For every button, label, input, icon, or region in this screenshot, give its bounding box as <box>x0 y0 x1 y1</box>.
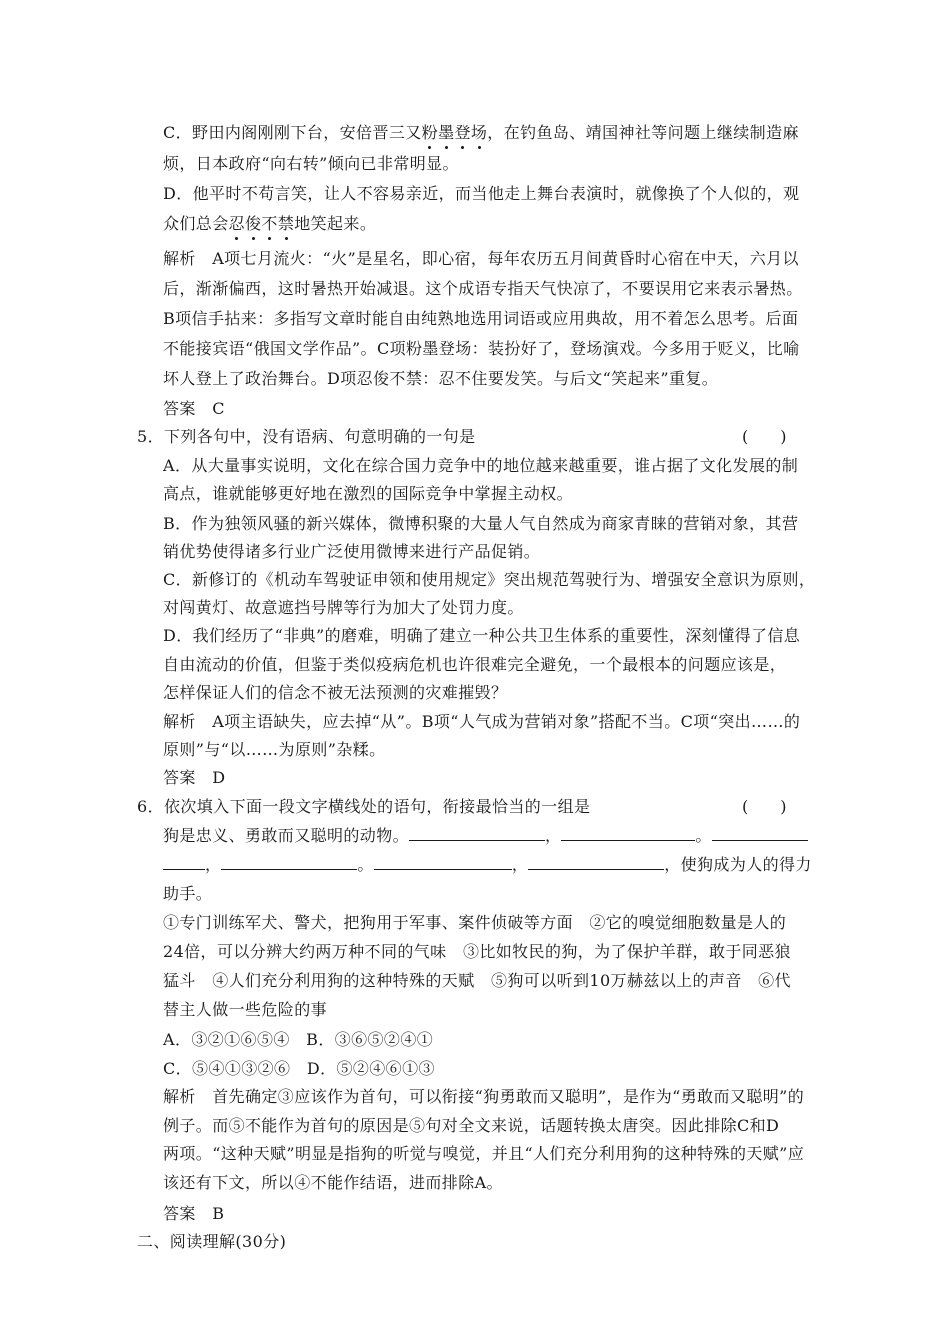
emphasis-char: 粉 <box>421 123 439 142</box>
q6-options-line3: 猛斗 ④人们充分利用狗的这种特殊的天赋 ⑤狗可以听到10万赫兹以上的声音 ⑥代 <box>163 971 791 990</box>
q4-analysis-line1: 解析 A项七月流火：“火”是星名，即心宿，每年农历五月间黄昏时心宿在中天，六月以 <box>163 249 799 268</box>
q5-analysis-line1: 解析 A项主语缺失，应去掉“从”。B项“人气成为营销对象”搭配不当。C项“突出……的 <box>163 712 801 731</box>
emphasis-char: 墨 <box>438 123 455 142</box>
q4-emphasis-fenmodengchang <box>422 123 488 142</box>
q6-passage-line2: ， 。 ， ，使狗成为人的得力 <box>163 855 812 875</box>
q6-analysis-line4: 该还有下文，所以④不能作结语，进而排除A。 <box>163 1173 503 1192</box>
q6-passage-line3: 助手。 <box>163 884 213 903</box>
q5-line1: A．从大量事实说明，文化在综合国力竞争中的地位越来越重要，谁占据了文化发展的制 <box>163 456 799 475</box>
q5-line7: D．我们经历了“非典”的磨难，明确了建立一种公共卫生体系的重要性，深刻懂得了信息 <box>163 626 801 645</box>
emphasis-char: 忍 <box>228 214 246 233</box>
q5-line9: 怎样保证人们的信念不被无法预测的灾难摧毁？ <box>163 683 508 702</box>
emphasis-char: 场 <box>470 123 488 142</box>
q5-analysis-line2: 原则”与“以……为原则”杂糅。 <box>163 740 386 759</box>
q5-answer-paren: ( ) <box>742 427 787 446</box>
q5-answer: 答案 D <box>163 768 226 787</box>
q5-line6: 对闯黄灯、故意遮挡号牌等行为加大了处罚力度。 <box>163 598 524 617</box>
fill-blank-1[interactable] <box>409 826 545 841</box>
emphasis-char: 登 <box>454 123 471 142</box>
q4-analysis-line4: 不能接宾语“俄国文学作品”。C项粉墨登场：装扮好了，登场演戏。今多用于贬义，比喻 <box>163 339 800 358</box>
fill-blank-3b[interactable] <box>163 855 205 870</box>
q6-analysis-line3: 两项。“这种天赋”明显是指狗的听觉与嗅觉，并且“人们充分利用狗的这种特殊的天赋”应 <box>163 1144 805 1163</box>
q6-options-line4: 替主人做一些危险的事 <box>163 1000 328 1019</box>
q4-emphasis-renjunbujin <box>229 214 295 233</box>
fill-blank-4[interactable] <box>221 855 357 870</box>
q6-choices-cd: C．⑤④①③②⑥ D．⑤②④⑥①③ <box>163 1059 435 1078</box>
emphasis-char: 禁 <box>277 214 295 233</box>
q5-stem: 5．下列各句中，没有语病、句意明确的一句是 <box>137 427 476 446</box>
q6-choices-ab: A．③②①⑥⑤④ B．③⑥⑤②④① <box>163 1030 434 1049</box>
q4-analysis-line2: 后，渐渐偏西，这时暑热开始减退。这个成语专指天气快凉了，不要误用它来表示暑热。 <box>163 279 803 298</box>
q6-options-line1: ①专门训练军犬、警犬，把狗用于军事、案件侦破等方面 ②它的嗅觉细胞数量是人的 <box>163 913 787 932</box>
emphasis-char: 不 <box>261 214 278 233</box>
q4-analysis-line5: 坏人登上了政治舞台。D项忍俊不禁：忍不住要发笑。与后文“笑起来”重复。 <box>163 369 719 388</box>
q5-line4: 销优势使得诸多行业广泛使用微博来进行产品促销。 <box>163 542 541 561</box>
fill-blank-6[interactable] <box>528 855 664 870</box>
q6-answer: 答案 B <box>163 1204 225 1223</box>
q6-answer-paren: ( ) <box>742 797 787 816</box>
section-heading-reading: 二、阅读理解(30分) <box>137 1232 287 1251</box>
q5-line3: B．作为独领风骚的新兴媒体，微博积聚的大量人气自然成为商家青睐的营销对象，其营 <box>163 514 799 533</box>
fill-blank-3a[interactable] <box>712 826 808 841</box>
q5-line2: 高点，谁就能够更好地在激烈的国际竞争中掌握主动权。 <box>163 484 574 503</box>
q6-stem: 6．依次填入下面一段文字横线处的语句，衔接最恰当的一组是 <box>137 797 591 816</box>
q4-option-c-line1: C．野田内阁刚刚下台，安倍晋三又粉墨登场，在钓鱼岛、靖国神社等问题上继续制造麻 <box>163 123 799 142</box>
q4-option-c-line2: 烦，日本政府“向右转”倾向已非常明显。 <box>163 154 459 173</box>
fill-blank-2[interactable] <box>561 826 695 841</box>
q4-option-d-line2: 众们总会忍俊不禁地笑起来。 <box>163 214 377 233</box>
q6-passage-line1: 狗是忠义、勇敢而又聪明的动物。 ， 。 <box>163 826 808 846</box>
fill-blank-5[interactable] <box>374 855 512 870</box>
q4-option-d-line1: D．他平时不苟言笑，让人不容易亲近，而当他走上舞台表演时，就像换了个人似的，观 <box>163 184 800 203</box>
emphasis-char: 俊 <box>245 214 262 233</box>
q6-analysis-line1: 解析 首先确定③应该作为首句，可以衔接“狗勇敢而又聪明”，是作为“勇敢而又聪明”的 <box>163 1087 805 1106</box>
q6-options-line2: 24倍，可以分辨大约两万种不同的气味 ③比如牧民的狗，为了保护羊群，敢于同恶狼 <box>163 942 791 961</box>
q4-answer: 答案 C <box>163 399 225 418</box>
q6-analysis-line2: 例子。而⑤不能作为首句的原因是⑤句对全文来说，话题转换太唐突。因此排除C和D <box>163 1116 780 1135</box>
q5-line5: C．新修订的《机动车驾驶证申领和使用规定》突出规范驾驶行为、增强安全意识为原则， <box>163 570 816 589</box>
q4-analysis-line3: B项信手拈来：多指写文章时能自由纯熟地选用词语或应用典故，用不着怎么思考。后面 <box>163 309 799 328</box>
q5-line8: 自由流动的价值，但鉴于类似疫病危机也许很难完全避免，一个最根本的问题应该是， <box>163 655 787 674</box>
